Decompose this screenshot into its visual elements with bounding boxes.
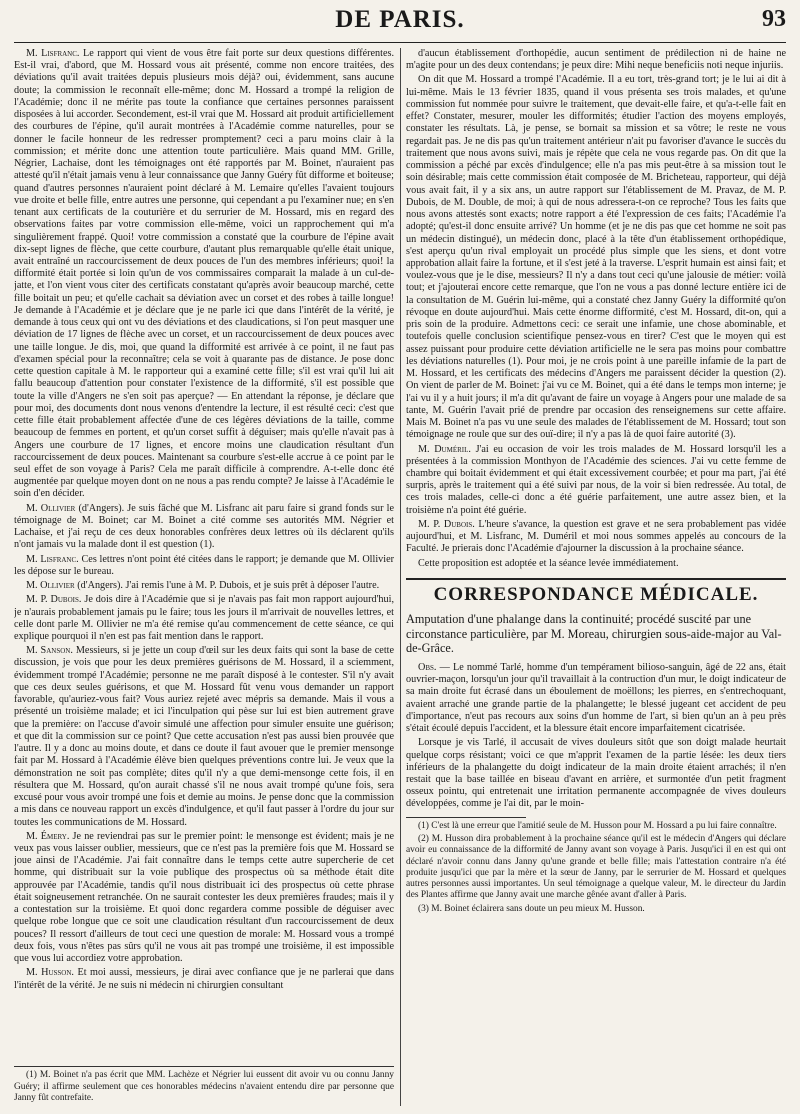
footnote: (1) M. Boinet n'a pas écrit que MM. Lachèze et Négrier lui eussent dit avoir vu ou connu Janny Guéry; il affirme seulement que ces honorables médecins n'avaient entendu dire par personne que Janny fût contrefaite. <box>14 1070 394 1103</box>
paragraph <box>406 558 786 570</box>
paragraph-text: Et moi aussi, messieurs, je dirai avec confiance que je ne parlerai que dans l'intérêt de la vérité. Je ne suis ni médecin ni chirurgien consultant <box>14 967 394 991</box>
paragraph-text: Lorsque je vis Tarlé, il accusait de vives douleurs sitôt que son doigt malade heurtait quelque corps résistant; voici ce que m'apprit l'examen de la partie lésée: les deux tiers inférieurs de la phalangette du doigt indicateur de la main droite étaient arrachés; il n'en restait que la base taillée en biseau d'avant en arrière, et surmontée d'un petit fragment osseux pointu, qui entretenait une irritation permanente accompagnée de vives douleurs développées, comme je l'ai dit, par le moin- <box>406 737 786 810</box>
paragraph-text: L'heure s'avance, la question est grave et ne sera probablement pas vidée aujourd'hui, et M. Lisfranc, M. Duméril et moi nous sommes appelés au concours de la Faculté. Je prierais donc l'Académie d'ajourner la discussion à la prochaine séance. <box>406 518 786 555</box>
speaker-name: M. P. Dubois. <box>26 594 82 606</box>
paragraph-text: — Le nommé Tarlé, homme d'un tempérament bilioso-sanguin, âgé de 22 ans, était ouvrier-maçon, lorsqu'un jour qu'il travaillait à la contruction d'un mur, le doigt indicateur de sa main droite fut écrasé dans un éboulement de moëllons; les pierres, en s'entrechoquant, avaient arraché une grande partie de la phalangette; le blessé jugeant cet accident de peu d'importance, n'eut pas recours aux soins d'un homme de l'art, si bien qu'un an à peu près s'était écoulé depuis l'accident, et la blessure était encore imparfaitement cicatrisée. <box>406 661 786 735</box>
speaker-name: M. Husson. <box>26 967 74 979</box>
paragraph-text: Le rapport qui vient de vous être fait porte sur deux questions différentes. Est-il vrai, d'abord, que M. Hossard vous ait présenté, comme non encore traitées, des déviations qu'il avait traitées depuis plusieurs mois déjà? oui, évidemment, sans aucune doute; la commission le reconnaît elle-même; donc M. Hossard a trompé la religion de l'Académie; donc il ne mérite pas toute la confiance que certaines personnes paraissent disposées à lui accorder. Secondement, est-il vrai que M. Hossard ait produit artificiellement des courbures de l'épine, qu'il aurait montrées à l'Académie comme naturelles, pour se donner le facile honneur de les redresser promptement? ceci a paru moins clair à la commission; et mérite donc une attention toute particulière. Mais quand MM. Grille, Négrier, Lachaise, dont les témoignages ont été rapportés par M. Boinet, n'auraient pas attesté qu'il n'était jamais venu à leur connaissance que Janny Guéry fût difforme et boiteuse; quand d'autres personnes n'auraient point déclaré à M. Lemaire qu'elles l'avaient toujours vue droite et belle fille, entre autres une personne, qui cependant a pu l'examiner nue; en s'en tenant aux certificats de la couturière et du serrurier de M. Hossard, mis en regard des observations faites par votre commission elle-même, voici un rapprochement qui m'a singulièrement frappé. Quoi! votre commission a constaté que la courbure de l'épine avait dix-sept lignes de flèche, que cette courbure, d'autant plus remarquable qu'elle était unique, avait entraîné un raccourcissement de deux pouces de l'un des membres inférieurs; quoi! la difformité était portée si loin qu'un de vos commissaires comparait la malade à un cul-de-jatte, et l'on vient vous citer des certificats constatant qu'après avoir beaucoup marché, cette fille boitait un peu; et qu'elle cachait sa déviation avec un corset et des robes à taille longue! Je demande à l'Académie et je déclare que je ne parle ici que dans l'intérêt de la vérité, je demande à tous ceux qui ont vu des déviations et des claudications, si l'on peut masquer une déviation de 17 lignes de flèche avec un corset, et un raccourcissement de deux pouces avec une taille longue. Je dis, moi, que quand la difformité est arrivée à ce point, il ne faut pas d'examen spécial pour la reconnaître; cela se voit à quarante pas de distance. Je pose donc cette question capitale à M. le rapporteur qui a examiné cette fille; s'il est vrai qu'il lui ait fallu beaucoup d'attention pour constater l'existence de la difformité, s'il est possible que toute la ville d'Angers ne s'en soit pas aperçue? — En attendant la réponse, je déclare que pour moi, des documents dont nous venons d'entendre la lecture, il est résulté ceci: c'est que cette fille était probablement affectée d'une de ces légères déviations de la taille, comme beaucoup de femmes en portent, et qu'un corset suffit à déguiser; mais qu'elle n'avait pas à Angers une courbure de 17 lignes, et encore moins une claudication résultant d'un raccourcissement de deux pouces. Maintenant sa courbure s'est-elle accrue à ce point par le seul effet de son voyage à Paris? Cela me paraît difficile à comprendre. A-t-elle donc été augmentée par quelque moyen dont on ne nous a pas rendu compte? Je laisse à l'Académie le soin d'en décider. <box>14 48 394 500</box>
paragraph-text: Cette proposition est adoptée et la séance levée immédiatement. <box>418 557 679 569</box>
paragraph <box>14 594 394 643</box>
right-column <box>406 48 786 1106</box>
speaker-name: M. Lisfranc. <box>26 48 80 59</box>
paragraph <box>14 554 394 578</box>
paragraph <box>406 444 786 517</box>
speaker-name: M. Sanson. <box>26 645 73 657</box>
paragraph-text: Ces lettres n'ont point été citées dans le rapport; je demande que M. Ollivier les dépose sur le bureau. <box>14 553 394 577</box>
paragraph-text: J'ai eu occasion de voir les trois malades de M. Hossard lorsqu'il les a présentées à la commission Monthyon de l'Académie des sciences. J'ai vu cette femme de chambre qui boitait évidemment et qui était excessivement courbée; et pour ma part, j'ai été surpris, après le traitement qui a été suivi par nous, de la voir si bien redressée. Au total, de ces trois malades, celle-ci donc a été guérie parfaitement, une autre assez bien, et la troisième n'a point été guérie. <box>406 443 786 516</box>
right-paragraphs <box>406 48 786 570</box>
paragraph <box>406 519 786 556</box>
paragraph <box>14 831 394 966</box>
speaker-name: M. Ollivier <box>26 502 76 514</box>
paragraph <box>14 48 394 501</box>
speaker-name: M. Lisfranc. <box>26 553 79 565</box>
running-header <box>14 0 786 43</box>
left-footnotes <box>14 1066 394 1106</box>
section-rule <box>406 578 786 580</box>
running-title: DE PARIS. <box>335 6 465 33</box>
paragraph <box>14 580 394 592</box>
speaker-name: M. P. Dubois. <box>418 518 475 530</box>
footnote: (3) M. Boinet éclairera sans doute un peu mieux M. Husson. <box>418 903 645 914</box>
speaker-name: M. Ollivier <box>26 580 75 592</box>
speaker-name: Obs. <box>418 661 437 673</box>
paragraph <box>14 503 394 552</box>
paragraph <box>406 662 786 735</box>
paragraph-text: On dit que M. Hossard a trompé l'Académie. Il a eu tort, très-grand tort; je le lui ai dit à lui-même. Mais le 13 février 1835, quand il vous présenta ses trois malades, et qu'une commission fut nommée pour suivre le traitement, que devait-elle faire, et qu'a-t-elle fait en effet? Constater, mesurer, mouler les difformités; étudier l'action des moyens employés, constater les résultats. Là, je pense, se bornait sa mission et sa vôtre; le reste ne vous regardait pas. Je ne dis pas qu'un traitement antérieur n'ait pu favoriser d'avance le succès du traitement que nous avons suivi, mais je répète que cela ne vous regarde pas. On dit que la commission a péché par excès d'indulgence; elle n'a pas mis peut-être à sa mission tout le soin désirable; mais cette commission était composée de M. Bricheteau, rapporteur, qui déjà vous avait fait, il y a six ans, un autre rapport sur l'établissement de M. Pravaz, de M. P. Dubois, de M. Double, de moi; à qui de nous adressera-t-on ce reproche? Tous les faits que nous avons attestés sont exacts; notre rapport a été l'expression de ces faits; l'Académie l'a adopté; qu'est-il donc ensuite arrivé? Un homme (et je ne dis pas que cet homme ne soit pas un médecin distingué), un médecin donc, placé à la tête d'un établissement orthopédique, s'est aperçu qu'un rival employait un procédé plus simple que les siens, et dont votre approbation allait faire la fortune, et il s'est jeté à la traverse. L'esprit humain est ainsi fait; et voulez-vous que je le dise, messieurs? Il n'y a dans tout ceci qu'une jalousie de métier: voilà tout; et j'ajouterai encore cette remarque, que l'on ne vous a pas donné lecture entière ici de la consultation de M. Guérin lui-même, qui a constaté chez Janny Guéry la difformité qu'on révoque en doute aujourd'hui. Mais cette énorme difformité, c'est M. Hossard, dit-on, qui a pris soin de la produire. Admettons ceci: ce serait une infamie, une chose abominable, et toutefois quelle conclusion scientifique pensez-vous en tirer? C'est que le moyen qui est assez puissant pour produire cette déviation artificielle ne le sera pas moins pour combattre les déviations naturelles (1). Pour moi, je ne crois point à une pareille infamie de la part de M. Hossard, et les certificats des médecins d'Angers me paraissent décider la question (2). On vient de parler de M. Boinet: j'ai vu ce M. Boinet, qui a été dans le temps mon interne; je l'ai vu il y a huit jours; il m'a dit qu'avant de faire un voyage à Angers pour une malade de sa tante, M. Guérin l'avait prié de prendre par occasion des renseignemens sur cette affaire. Mais M. Boinet n'a pas vu une seule des malades de l'établissement de M. Hossard; tout son témoignage ne roule que sur des ouï-dire; il n'y a pas là de quoi faire autorité (3). <box>406 74 786 441</box>
column-divider <box>400 48 401 1106</box>
footnote: (2) M. Husson dira probablement à la prochaine séance qu'il est le médecin d'Angers qui déclare avoir eu connaissance de la difformité de Janny avant son voyage à Paris. Jusqu'ici il en est qui ont déclaré n'avoir connu dans Janny qu'une grande et belle fille; mais l'attestation contraire n'a été produite jusqu'ici que par la mère et la sœur de Janny, par le serrurier de M. Hossard et quelques autres personnes aussi importantes. Un seul témoignage a quelque valeur, M. le directeur du Jardin des Plantes affirme que Janny avait une marche gênée avant d'aller à Paris. <box>406 833 786 901</box>
left-column <box>14 48 394 1106</box>
speaker-name: M. Duméril. <box>418 443 471 455</box>
paragraph-text: Messieurs, si je jette un coup d'œil sur les deux faits qui sont la base de cette discussion, je vois que pour les deux premières guérisons de M. Hossard, il a sciemment, évidemment trompé l'Académie; personne ne me paraît disposé à le contester. S'il n'y avait que ces deux seules guérisons, et que M. Hossard fût venu vous demander un rapport favorable, qu'auriez-vous fait? Vous auriez rejeté avec mépris sa demande. Mais il vous a présenté un troisième malade; et ici l'inculpation qui pèse sur lui est bien autrement grave que la première: on l'accuse d'avoir simulé une affection pour simuler ensuite une guérison; et que dit la commission sur ce point? Que cette accusation n'est pas aussi bien prouvée que l'autre. Il y a donc au moins doute, et dans ce doute il faut avouer que le premier mensonge fait par M. Hossard à l'Académie élève bien quelques préventions contre lui. Je veux que la démonstration ne soit pas complète; dites qu'il n'y a que demi-mensonge cette fois, il en résultera que M. Hossard, qu'on aurait chassé s'il ne nous avait trompé qu'une fois, sera excusé pour vous avoir trompé une fois et demie au moins. Je pense donc que la commission a mis dans ce nouveau rapport un excès d'indulgence, et qu'il faut passer à l'ordre du jour sur toutes les communications de M. Hossard. <box>14 645 394 828</box>
text-columns <box>14 48 786 1106</box>
paragraph <box>14 645 394 829</box>
paragraph-text: d'aucun établissement d'orthopédie, aucun sentiment de prédilection ni de haine ne m'agite pour un des deux contendans; je peux dire: Mihi neque beneficiis noti neque injuriis. <box>406 48 786 72</box>
speaker-name: M. Émery. <box>26 830 70 842</box>
paragraph <box>406 48 786 72</box>
paragraph <box>406 737 786 810</box>
case-report <box>406 662 786 811</box>
left-paragraphs <box>14 48 394 992</box>
article-subheading: Amputation d'une phalange dans la continuité; procédé suscité par une circonstance particulière, par M. Moreau, chirurgien sous-aide-major au Val-de-Grâce. <box>406 611 782 656</box>
right-footnotes <box>406 821 786 915</box>
section-title: CORRESPONDANCE MÉDICALE. <box>433 583 759 605</box>
paragraph-text: (d'Angers). J'ai remis l'une à M. P. Dubois, et je suis prêt à déposer l'autre. <box>77 580 380 592</box>
paragraph <box>406 74 786 441</box>
footnote-rule <box>406 817 526 818</box>
footnote: (1) C'est là une erreur que l'amitié seule de M. Husson pour M. Hossard a pu lui faire connaître. <box>418 820 777 831</box>
paragraph-text: (d'Angers). Je suis fâché que M. Lisfranc ait paru faire si grand fonds sur le témoignage de M. Boinet; car M. Boinet a cité comme ses autorités MM. Négrier et Lachaise, et j'ai reçu de ces deux honorables confrères deux lettres où ils déclarent qu'ils n'ont jamais vu la malade dont il est question (1). <box>14 502 394 551</box>
paragraph-text: Je ne reviendrai pas sur le premier point: le mensonge est évident; mais je ne veux pas vous laisser oublier, messieurs, que ce n'est pas la première fois que M. Hossard se joue ainsi de l'Académie. J'ai fait connaître dans le temps cette autre supercherie de cet homme, qui distribuait sur la voie publique des prospectus où sa méthode était dite approuvée par l'Académie, tandis qu'il nous distribuait ici des prospectus où cette phrase était soigneusement retranchée. On ne saurait contester les deux premières fraudes; mais il y a contestation sur la troisième. Et quoi donc regardera comme possible de déguiser avec quelque robe longue que ce soit une claudication résultant d'un raccourcissement de deux pouces? Il ressort d'ailleurs de tout ceci une question de morale: M. Hossard vous a trompé deux fois, vous n'êtes pas sûrs qu'il ne vous ait pas trompé une troisième, il est impossible que vous lui accordiez votre approbation. <box>14 830 394 965</box>
paragraph-text: Je dois dire à l'Académie que si je n'avais pas fait mon rapport aujourd'hui, je n'aurais probablement jamais pu le faire; tous les jours il m'arrivait de nouvelles lettres, et celle dont parle M. Ollivier ne m'a été remise qu'au commencement de cette séance, ce qui explique pourquoi il n'en est pas fait mention dans le rapport. <box>14 594 394 643</box>
page-number: 93 <box>762 6 786 32</box>
paragraph <box>14 967 394 991</box>
